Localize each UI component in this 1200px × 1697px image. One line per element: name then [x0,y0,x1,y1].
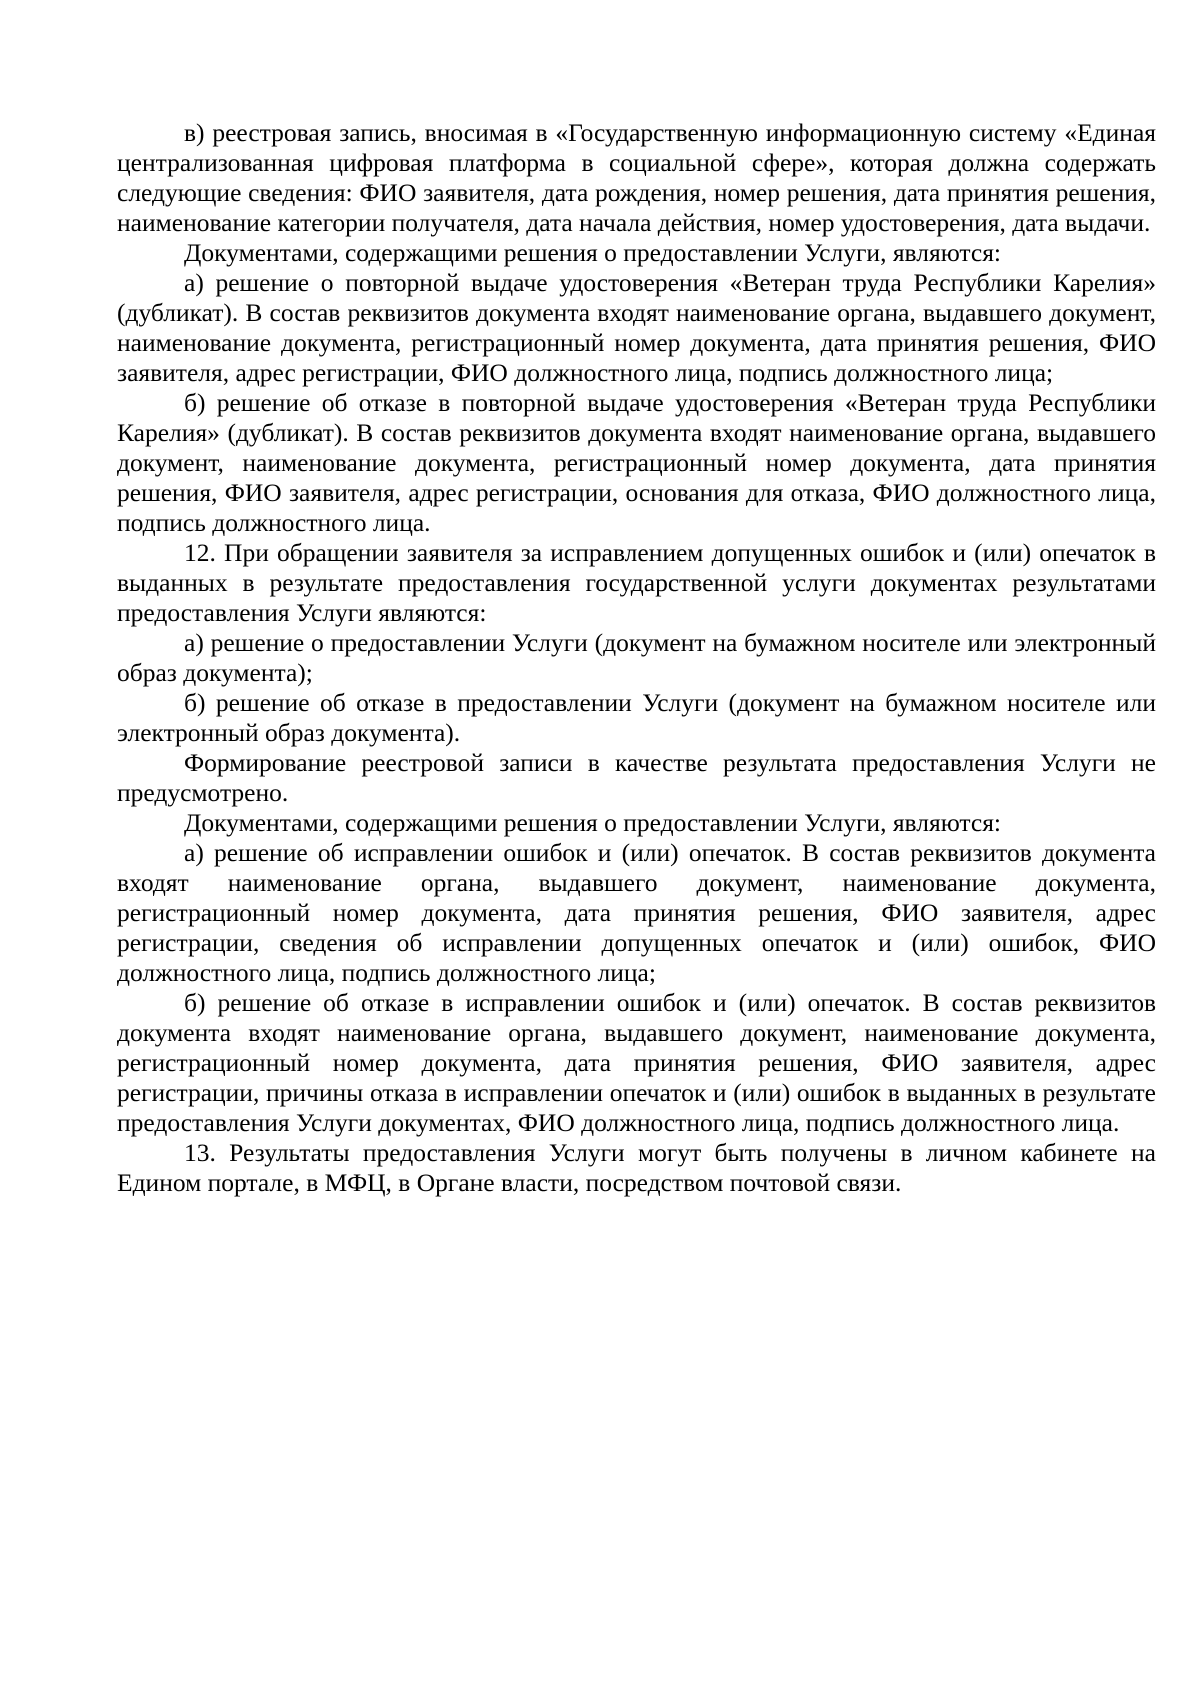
paragraph-b-duplicate-refusal: б) решение об отказе в повторной выдаче удостоверения «Ветеран труда Республики Карелия» (дубликат). В состав реквизитов документа входят наименование органа, выдавшего документ, наименование документа, регистрационный номер документа, дата принятия решения, ФИО заявителя, адрес регистрации, основания для отказа, ФИО должностного лица, подпись должностного лица. [117,388,1156,537]
paragraph-v-registry-record: в) реестровая запись, вносимая в «Государственную информационную систему «Единая централизованная цифровая платформа в социальной сфере», которая должна содержать следующие сведения: ФИО заявителя, дата рождения, номер решения, дата принятия решения, наименование категории получателя, дата начала действия, номер удостоверения, дата выдачи. [117,118,1156,237]
paragraph-b-correction-refusal: б) решение об отказе в исправлении ошибок и (или) опечаток. В состав реквизитов документа входят наименование органа, выдавшего документ, наименование документа, регистрационный номер документа, дата принятия решения, ФИО заявителя, адрес регистрации, причины отказа в исправлении опечаток и (или) ошибок в выданных в результате предоставления Услуги документах, ФИО должностного лица, подпись должностного лица. [117,988,1156,1137]
paragraph-12-error-correction: 12. При обращении заявителя за исправлением допущенных ошибок и (или) опечаток в выданных в результате предоставления государственной услуги документах результатами предоставления Услуги являются: [117,538,1156,627]
paragraph-a-service-provision: а) решение о предоставлении Услуги (документ на бумажном носителе или электронный образ документа); [117,628,1156,687]
paragraph-registry-not-provided: Формирование реестровой записи в качестве результата предоставления Услуги не предусмотрено. [117,748,1156,807]
paragraph-b-service-refusal: б) решение об отказе в предоставлении Услуги (документ на бумажном носителе или электронный образ документа). [117,688,1156,747]
paragraph-a-duplicate-issuance: а) решение о повторной выдаче удостоверения «Ветеран труда Республики Карелия» (дубликат). В состав реквизитов документа входят наименование органа, выдавшего документ, наименование документа, регистрационный номер документа, дата принятия решения, ФИО заявителя, адрес регистрации, ФИО должностного лица, подпись должностного лица; [117,268,1156,387]
paragraph-a-correction-decision: а) решение об исправлении ошибок и (или) опечаток. В состав реквизитов документа входят наименование органа, выдавшего документ, наименование документа, регистрационный номер документа, дата принятия решения, ФИО заявителя, адрес регистрации, сведения об исправлении допущенных опечаток и (или) ошибок, ФИО должностного лица, подпись должностного лица; [117,838,1156,987]
document-page [117,118,1156,1198]
paragraph-decision-documents-heading: Документами, содержащими решения о предоставлении Услуги, являются: [184,238,1002,267]
paragraph-13-results-delivery: 13. Результаты предоставления Услуги могут быть получены в личном кабинете на Едином портале, в МФЦ, в Органе власти, посредством почтовой связи. [117,1138,1156,1197]
paragraph-decision-documents-heading-2: Документами, содержащими решения о предоставлении Услуги, являются: [184,808,1002,837]
